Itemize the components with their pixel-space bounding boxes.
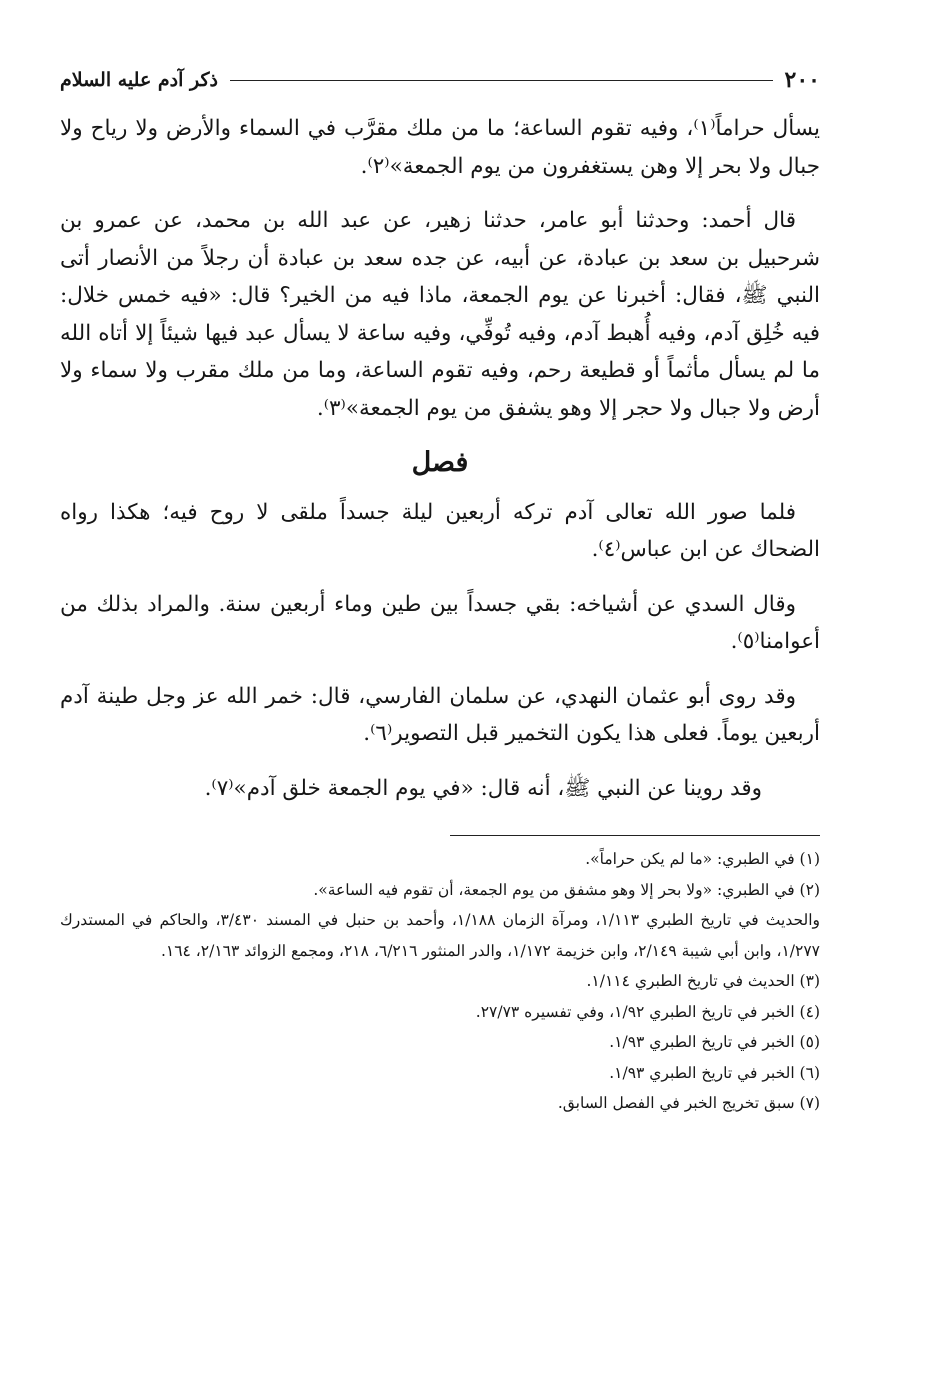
footnotes	[60, 844, 820, 1119]
page-header	[60, 60, 820, 100]
footnote: (٧) سبق تخريج الخبر في الفصل السابق.	[557, 1094, 820, 1112]
footnote: والحديث في تاريخ الطبري ١/١١٣، ومرآة الزمان ١/١٨٨، وأحمد بن حنبل في المسند ٣/٤٣٠، والحاكم في المستدرك ١/٢٧٧، وابن أبي شيبة ٢/١٤٩، وابن خزيمة ١/١٧٢، والدر المنثور ٦/٢١٦، ٢١٨، ومجمع الزوائد ٢/١٦٣، ١٦٤.	[60, 911, 820, 960]
header-rule	[230, 80, 773, 81]
footnote: (٣) الحديث في تاريخ الطبري ١/١١٤.	[586, 972, 820, 990]
paragraph: قال أحمد: وحدثنا أبو عامر، حدثنا زهير، عن عبد الله بن محمد، عن عمرو بن شرحبيل بن سعد بن عبادة، عن أبيه، عن جده سعد بن عبادة أن رجلاً من الأنصار أتى النبي ﷺ، فقال: أخبرنا عن يوم الجمعة، ماذا فيه من الخير؟ قال: «فيه خمس خلال: فيه خُلِق آدم، وفيه أُهبط آدم، وفيه تُوفِّي، وفيه ساعة لا يسأل عبد فيها شيئاً إلا أتاه الله ما لم يسأل مأثماً أو قطيعة رحم، وفيه تقوم الساعة، وما من ملك مقرب ولا سماء ولا أرض ولا جبال ولا حجر إلا وهو يشفق من يوم الجمعة»⁽٣⁾.	[60, 208, 820, 421]
footnote-separator	[450, 835, 820, 836]
paragraph: فلما صور الله تعالى آدم تركه أربعين ليلة جسداً ملقى لا روح فيه؛ هكذا رواه الضحاك عن ابن عباس⁽٤⁾.	[60, 499, 820, 562]
footnote: (٤) الخبر في تاريخ الطبري ١/٩٢، وفي تفسيره ٢٧/٧٣.	[475, 1002, 820, 1021]
book-page	[60, 60, 820, 1119]
paragraph: وقال السدي عن أشياخه: بقي جسداً بين طين وماء أربعين سنة. والمراد بذلك من أعوامنا⁽٥⁾.	[60, 591, 820, 654]
footnote: (٥) الخبر في تاريخ الطبري ١/٩٣.	[609, 1033, 820, 1051]
paragraph: وقد روينا عن النبي ﷺ، أنه قال: «في يوم الجمعة خلق آدم»⁽٧⁾.	[204, 775, 762, 801]
paragraph: يسأل حراماً⁽١⁾، وفيه تقوم الساعة؛ ما من ملك مقرَّب في السماء والأرض ولا رياح ولا جبال ولا بحر إلا وهن يستغفرون من يوم الجمعة»⁽٢⁾.	[60, 116, 820, 179]
page-number: ٢٠٠	[784, 67, 820, 93]
main-text	[60, 110, 820, 807]
footnote: (٢) في الطبري: «ولا بحر إلا وهو مشفق من يوم الجمعة، أن تقوم فيه الساعة».	[313, 880, 820, 899]
footnote: (٦) الخبر في تاريخ الطبري ١/٩٣.	[609, 1063, 820, 1082]
running-title: ذكر آدم عليه السلام	[60, 69, 219, 91]
section-heading: فصل	[411, 447, 469, 478]
footnote: (١) في الطبري: «ما لم يكن حراماً».	[585, 850, 820, 868]
paragraph: وقد روى أبو عثمان النهدي، عن سلمان الفارسي، قال: خمر الله عز وجل طينة آدم أربعين يوماً. فعلى هذا يكون التخمير قبل التصوير⁽٦⁾.	[60, 683, 820, 746]
